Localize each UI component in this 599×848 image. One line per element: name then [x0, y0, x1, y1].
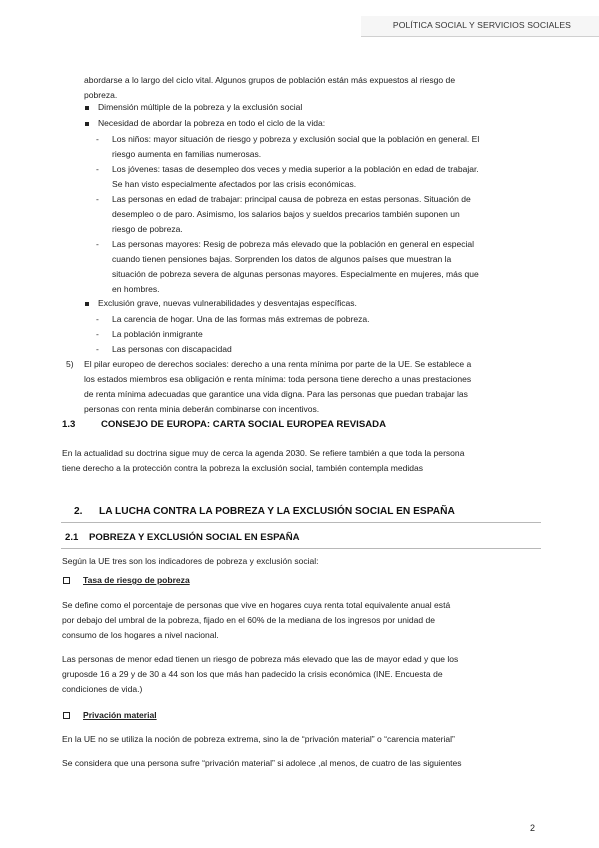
- section-number: 1.3: [62, 419, 76, 430]
- list-item: situación de pobreza severa de algunas personas mayores. Especialmente en mujeres, más que: [112, 269, 479, 279]
- paragraph-line: Según la UE tres son los indicadores de pobreza y exclusión social:: [62, 556, 319, 566]
- list-item: Los jóvenes: tasas de desempleo dos veces y media superior a la población en edad de trabajar.: [112, 164, 479, 174]
- paragraph-line: Se considera que una persona sufre “privación material” si adolece ,al menos, de cuatro de las siguientes: [62, 758, 462, 768]
- dash-marker: -: [96, 329, 99, 339]
- paragraph-line: gruposde 16 a 29 y de 30 a 44 son los que más han padecido la crisis económica (INE. Encuesta de: [62, 669, 443, 679]
- checkbox-icon: [63, 577, 70, 584]
- running-header: POLÍTICA SOCIAL Y SERVICIOS SOCIALES: [392, 20, 571, 30]
- paragraph-line: Se define como el porcentaje de personas que vive en hogares cuya renta total equivalente anual está: [62, 600, 451, 610]
- list-item: Las personas en edad de trabajar: principal causa de pobreza en estas personas. Situación de: [112, 194, 471, 204]
- section-heading: CONSEJO DE EUROPA: CARTA SOCIAL EUROPEA REVISADA: [101, 419, 387, 430]
- paragraph-line: Las personas de menor edad tienen un riesgo de pobreza más elevado que las de mayor edad y que los: [62, 654, 459, 664]
- intro-line: abordarse a lo largo del ciclo vital. Algunos grupos de población están más expuestos al riesgo de: [84, 75, 456, 85]
- list-item: desempleo o de paro. Asimismo, los salarios bajos y sueldos precarios también suponen un: [112, 209, 460, 219]
- page-number: 2: [530, 823, 536, 833]
- chapter-heading: LA LUCHA CONTRA LA POBREZA Y LA EXCLUSIÓN SOCIAL EN ESPAÑA: [99, 506, 455, 517]
- heading-rule: [61, 548, 541, 549]
- bullet-text: Exclusión grave, nuevas vulnerabilidades y desventajas específicas.: [98, 298, 357, 308]
- square-bullet-icon: [85, 302, 89, 306]
- list-item: La población inmigrante: [112, 329, 203, 339]
- list-item: riesgo aumenta en familias numerosas.: [112, 149, 262, 159]
- dash-marker: -: [96, 134, 99, 144]
- list-item: Los niños: mayor situación de riesgo y pobreza y exclusión social que la población en general. El: [112, 134, 480, 144]
- paragraph-line: El pilar europeo de derechos sociales: derecho a una renta mínima por parte de la UE. Se establece a: [84, 359, 472, 369]
- list-number: 5): [66, 359, 74, 369]
- section-number: 2.1: [65, 532, 79, 543]
- list-item: Las personas mayores: Resig de pobreza más elevado que la población en general en especial: [112, 239, 475, 249]
- paragraph-line: los estados miembros esa obligación e renta mínima: toda persona tiene derecho a unas prestaciones: [84, 374, 472, 384]
- list-item: Se han visto especialmente afectados por las crisis económicas.: [112, 179, 357, 189]
- paragraph-line: En la actualidad su doctrina sigue muy de cerca la agenda 2030. Se refiere también a que toda la persona: [62, 448, 465, 458]
- dash-marker: -: [96, 194, 99, 204]
- paragraph-line: tiene derecho a la protección contra la pobreza la exclusión social, también contempla medidas: [62, 463, 424, 473]
- bullet-text: Necesidad de abordar la pobreza en todo el ciclo de la vida:: [98, 118, 326, 128]
- list-item: La carencia de hogar. Una de las formas más extremas de pobreza.: [112, 314, 370, 324]
- list-item: Las personas con discapacidad: [112, 344, 232, 354]
- paragraph-line: consumo de los hogares a nivel nacional.: [62, 630, 219, 640]
- heading-rule: [61, 522, 541, 523]
- checkbox-icon: [63, 712, 70, 719]
- paragraph-line: personas con renta minia deberán combinarse con incentivos.: [84, 404, 320, 414]
- subheading: Privación material: [83, 710, 157, 720]
- list-item: en hombres.: [112, 284, 160, 294]
- subheading: Tasa de riesgo de pobreza: [83, 575, 190, 585]
- dash-marker: -: [96, 239, 99, 249]
- square-bullet-icon: [85, 122, 89, 126]
- list-item: riesgo de pobreza.: [112, 224, 183, 234]
- paragraph-line: de renta mínima adecuadas que garantice una vida digna. Para las personas que puedan trabajar las: [84, 389, 468, 399]
- chapter-number: 2.: [74, 506, 83, 517]
- square-bullet-icon: [85, 106, 89, 110]
- bullet-text: Dimensión múltiple de la pobreza y la exclusión social: [98, 102, 303, 112]
- paragraph-line: En la UE no se utiliza la noción de pobreza extrema, sino la de “privación material” o “carencia material”: [62, 734, 455, 744]
- paragraph-line: condiciones de vida.): [62, 684, 143, 694]
- section-heading: POBREZA Y EXCLUSIÓN SOCIAL EN ESPAÑA: [89, 532, 300, 543]
- dash-marker: -: [96, 344, 99, 354]
- intro-line: pobreza.: [84, 90, 118, 100]
- paragraph-line: por debajo del umbral de la pobreza, fijado en el 60% de la mediana de los ingresos por unidad de: [62, 615, 435, 625]
- dash-marker: -: [96, 164, 99, 174]
- dash-marker: -: [96, 314, 99, 324]
- list-item: cuando tienen pensiones bajas. Sorprenden los datos de algunos países que muestran la: [112, 254, 452, 264]
